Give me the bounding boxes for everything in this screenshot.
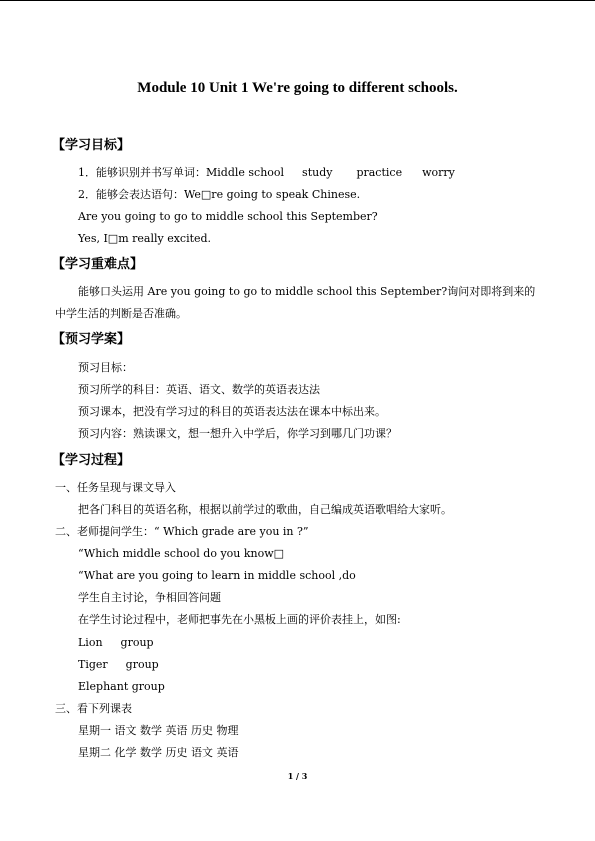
- schedule-subject: 语文: [114, 724, 137, 737]
- schedule-subject: 数学: [140, 746, 162, 759]
- step1-title: 一、任务呈现与课文导入: [55, 481, 176, 494]
- schedule-subject: 物理: [216, 724, 239, 737]
- group-elephant-name: Elephant: [78, 680, 129, 693]
- schedule-subject: 语文: [191, 746, 213, 759]
- group-elephant-suffix: group: [131, 680, 165, 693]
- page-top-border: [0, 0, 595, 1]
- heading-preview: 【预习学案】: [52, 332, 131, 347]
- group-lion-name: Lion: [78, 636, 103, 649]
- key-points-text: 能够口头运用 Are you going to go to middle school this September?询问对即将到来的中学生活的判断是否准确。: [55, 285, 536, 320]
- heading-process: 【学习过程】: [52, 453, 131, 468]
- objective-line-1: [78, 166, 455, 180]
- group-tiger-name: Tiger: [78, 658, 108, 671]
- evaluate-text: 在学生讨论过程中，老师把事先在小黑板上画的评价表挂上，如图:: [78, 613, 401, 626]
- heading-objectives: 【学习目标】: [52, 138, 131, 153]
- page-title: Module 10 Unit 1 We're going to different schools.: [137, 80, 458, 96]
- objective-line-3: Are you going to go to middle school this September?: [78, 210, 378, 223]
- schedule-day: 星期二: [78, 746, 111, 759]
- word-study: study: [302, 166, 333, 179]
- word-practice: practice: [356, 166, 403, 179]
- schedule-subject: 历史: [191, 724, 213, 737]
- preview-line-1: 预习目标：: [78, 361, 133, 374]
- word-middle-school: Middle school: [206, 166, 285, 179]
- group-lion-suffix: group: [120, 636, 154, 649]
- group-elephant: [78, 680, 165, 694]
- preview-line-2: 预习所学的科目：英语、语文、数学的英语表达法: [78, 383, 320, 396]
- step3-title: 三、看下列课表: [55, 702, 132, 715]
- question-3: “What are you going to learn in middle school ,do: [78, 569, 356, 582]
- group-tiger: [78, 658, 159, 672]
- objective-line-4: Yes, I□m really excited.: [78, 232, 212, 245]
- word-worry: worry: [422, 166, 455, 179]
- preview-line-4: 预习内容：熟读课文，想一想升入中学后，你学习到哪几门功课？: [78, 427, 397, 440]
- objective-1-prefix: 1．能够识别并书写单词：: [78, 166, 206, 179]
- page-number: 1 / 3: [287, 771, 308, 781]
- schedule-subject: 化学: [114, 746, 137, 759]
- schedule-subject: 历史: [165, 746, 188, 759]
- schedule-subject: 英语: [165, 724, 188, 737]
- schedule-row-monday: [78, 724, 239, 738]
- schedule-subject: 数学: [140, 724, 162, 737]
- group-lion: [78, 636, 154, 650]
- schedule-day: 星期一: [78, 724, 111, 737]
- step1-text: 把各门科目的英语名称，根据以前学过的歌曲，自己编成英语歌唱给大家听。: [78, 503, 452, 516]
- question-2: “Which middle school do you know□: [78, 547, 285, 560]
- schedule-subject: 英语: [216, 746, 239, 759]
- objective-line-2: 2．能够会表达语句：We□re going to speak Chinese.: [78, 188, 361, 201]
- schedule-row-tuesday: [78, 746, 239, 760]
- group-tiger-suffix: group: [125, 658, 159, 671]
- preview-line-3: 预习课本，把没有学习过的科目的英语表达法在课本中标出来。: [78, 405, 386, 418]
- step2-title: 二、老师提问学生：“ Which grade are you in ?”: [55, 525, 309, 538]
- heading-key-points: 【学习重难点】: [52, 257, 144, 272]
- discuss-text: 学生自主讨论，争相回答问题: [78, 591, 221, 604]
